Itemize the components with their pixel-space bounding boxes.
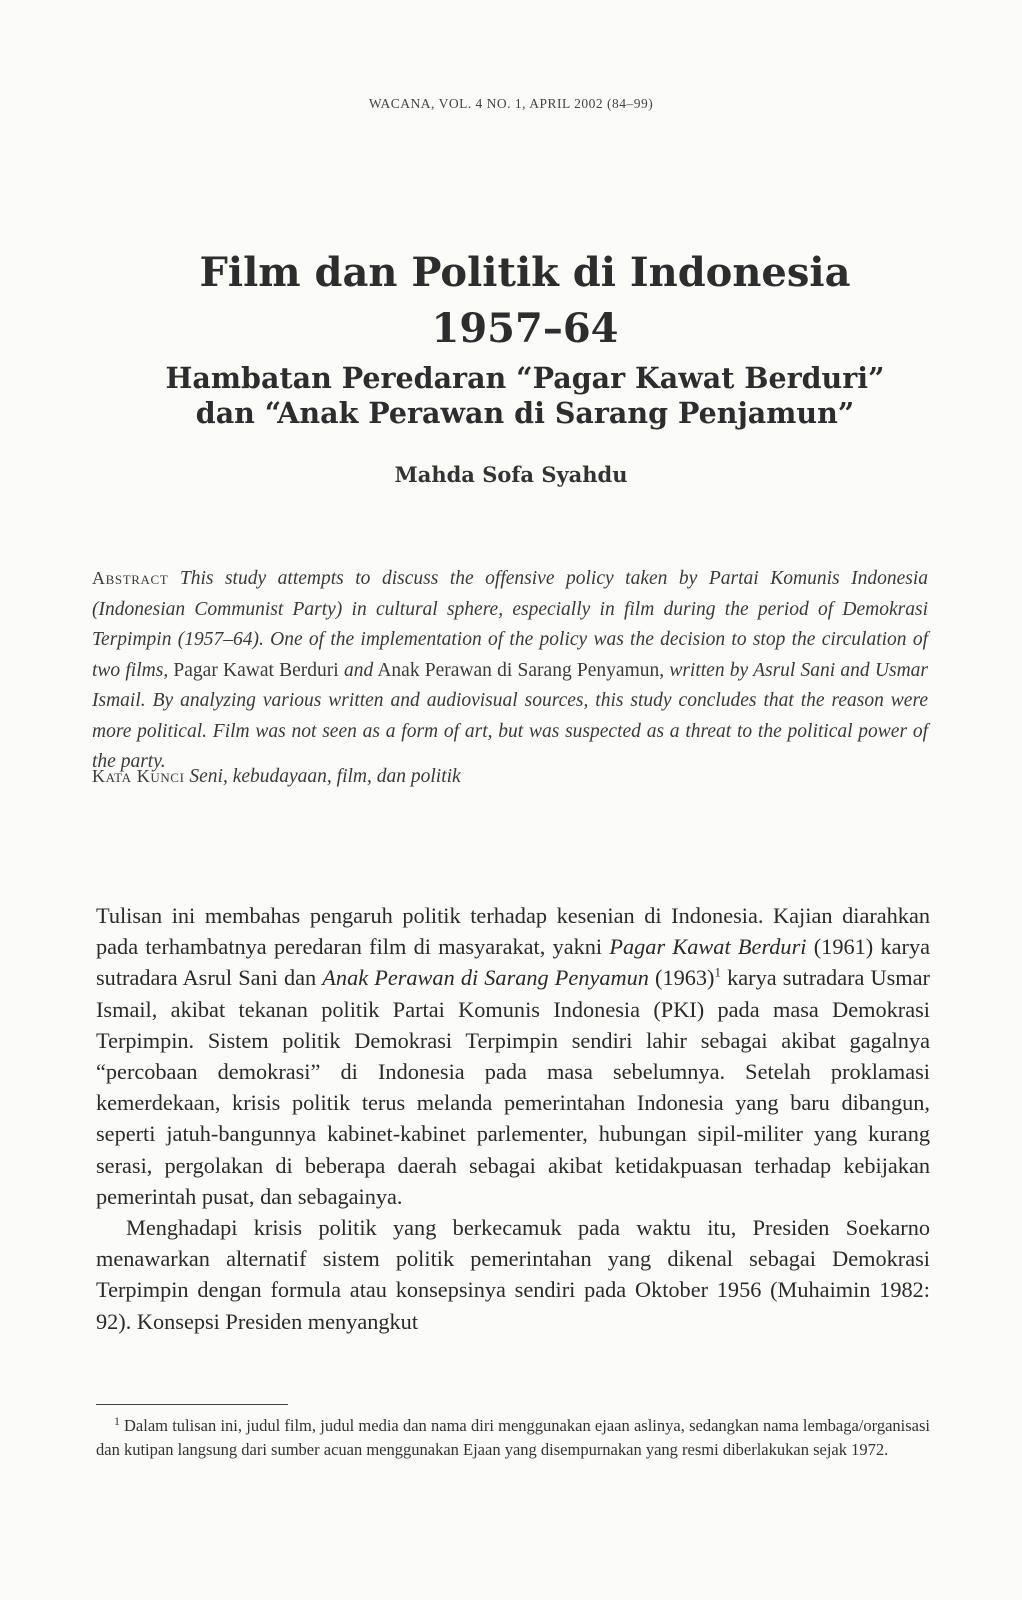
paragraph-2: Menghadapi krisis politik yang berkecamuk pada waktu itu, Presiden Soekarno menawarkan alternatif sistem politik pemerintahan yang dikenal sebagai Demokrasi Terpimpin dengan formula atau konsepsinya sendiri pada Oktober 1956 (Muhaimin 1982: 92). Konsepsi Presiden menyangkut [96, 1215, 930, 1334]
footnote-ref[interactable]: 1 [714, 964, 721, 980]
author-name: Mahda Sofa Syahdu [394, 462, 628, 487]
article-subtitle [60, 361, 990, 431]
p1-text-d: karya sutradara Usmar Ismail, akibat tekanan politik Partai Komunis Indonesia (PKI) pada masa Demokrasi Terpimpin. Sistem politik Demokrasi Terpimpin sendiri lahir sebagai akibat gagalnya “percobaan demokrasi” di Indonesia pada masa sebelumnya. Setelah proklamasi kemerdekaan, krisis politik terus melanda pemerintahan Indonesia yang baru dibangun, seperti jatuh-bangunnya kabinet-kabinet parlementer, hubungan sipil-militer yang kurang serasi, pergolakan di beberapa daerah sebagai akibat ketidakpuasan terhadap kebijakan pemerintah pusat, dan sebagainya. [96, 965, 930, 1209]
p1-film-2: Anak Perawan di Sarang Penyamun [322, 965, 649, 991]
abstract-text-1: This study attempts to discuss the offensive policy taken by Partai Komunis Indonesia (Indonesian Communist Party) in cultural sphere, especially in film during the period of Demokrasi Terpimpin (1957–64). One of the implementation of the policy was the decision to stop the circulation of two films, [92, 568, 929, 681]
body-text [96, 900, 930, 1337]
keywords-label: Kata Kunci [92, 766, 185, 786]
keywords [92, 766, 928, 788]
abstract [92, 563, 928, 778]
title-line-1: Film dan Politik di Indonesia [199, 249, 851, 296]
footnote-mark: 1 [114, 1413, 120, 1428]
abstract-film-2: Anak Perawan di Sarang Penyamun, [377, 659, 665, 681]
p1-text-b: (1961) karya sutradara Asrul Sani dan [96, 934, 930, 991]
paragraph-1 [96, 900, 930, 1212]
article-title [60, 245, 990, 357]
keywords-value: Seni, kebudayaan, film, dan politik [189, 766, 461, 787]
title-line-2: 1957–64 [431, 305, 619, 352]
footnote [96, 1414, 930, 1461]
abstract-and: and [343, 659, 374, 681]
subtitle-line-2: dan “Anak Perawan di Sarang Penjamun” [195, 396, 855, 430]
p1-film-1: Pagar Kawat Berduri [609, 934, 807, 960]
subtitle-line-1: Hambatan Peredaran “Pagar Kawat Berduri” [165, 361, 885, 395]
abstract-label: Abstract [92, 568, 169, 588]
p1-text-c: (1963) [655, 965, 715, 991]
p1-text-a: Tulisan ini membahas pengaruh politik terhadap kesenian di Indonesia. Kajian diarahkan pada terhambatnya peredaran film di masyarakat, yakni [96, 903, 930, 960]
abstract-film-1: Pagar Kawat Berduri [173, 659, 339, 681]
abstract-text-2: written by Asrul Sani and Usmar Ismail. By analyzing various written and audiovisual sources, this study concludes that the reason were more political. Film was not seen as a form of art, but was suspected as a threat to the political power of the party. [92, 659, 928, 772]
footnote-divider [96, 1404, 288, 1405]
footnote-text: Dalam tulisan ini, judul film, judul media dan nama diri menggunakan ejaan aslinya, sedangkan nama lembaga/organisasi dan kutipan langsung dari sumber acuan menggunakan Ejaan yang disempurnakan yang resmi diberlakukan sejak 1972. [96, 1416, 930, 1459]
running-head: WACANA, VOL. 4 NO. 1, APRIL 2002 (84–99) [368, 96, 654, 111]
title-block [60, 245, 990, 431]
